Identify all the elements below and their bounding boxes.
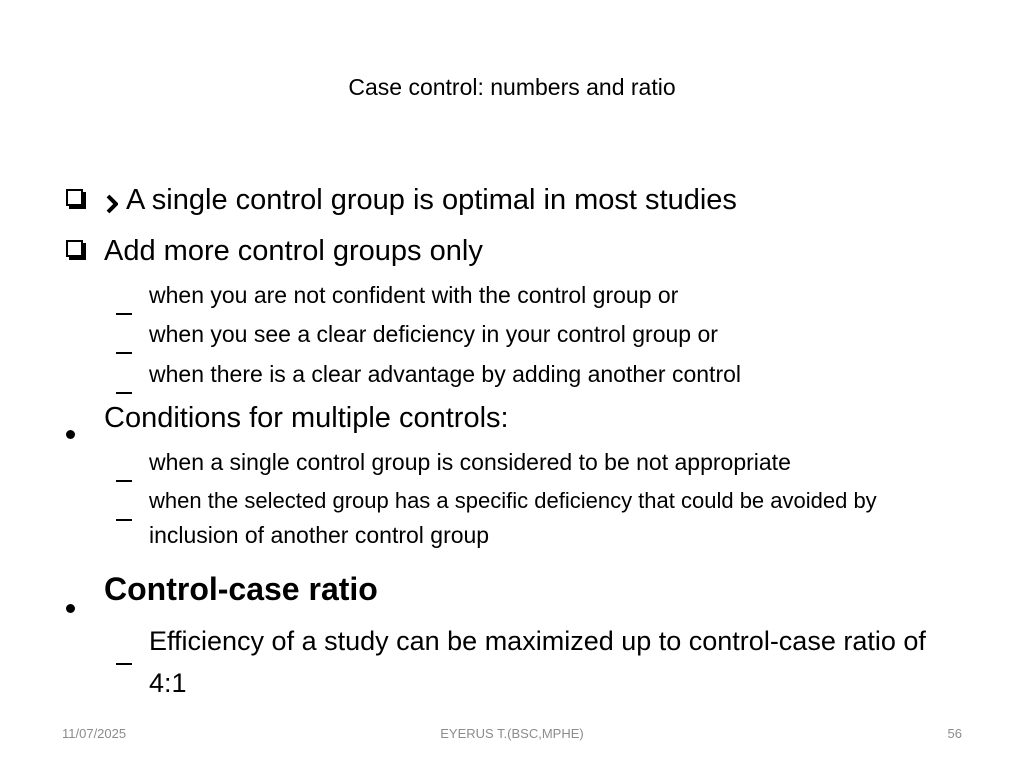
sub-bullet-text: when a single control group is considered to be not appropriate (149, 449, 791, 475)
footer-page-number: 56 (947, 726, 962, 741)
sub-bullet-item (116, 359, 1006, 389)
chevron-right-icon (106, 188, 118, 222)
bullet-item (66, 234, 1006, 268)
dash-marker (116, 371, 132, 401)
bullet-text: Control-case ratio (104, 571, 378, 607)
bullet-dot (66, 583, 75, 621)
bullet-text: Conditions for multiple controls: (104, 402, 509, 434)
bullet-text: A single control group is optimal in most studies (126, 184, 737, 216)
footer-author: EYERUS T.(BSC,MPHE) (440, 726, 584, 741)
bullet-item (66, 570, 1006, 608)
dash-marker (116, 331, 132, 361)
dash-marker (116, 459, 132, 489)
bullet-item (66, 183, 1006, 217)
bullet-text: Add more control groups only (104, 235, 483, 267)
dash-marker (116, 639, 132, 673)
dash-marker (116, 498, 132, 528)
bullet-dot (66, 413, 75, 447)
sub-bullet-item (116, 447, 1006, 477)
dash-marker (116, 292, 132, 322)
checkbox-icon (66, 180, 83, 214)
sub-bullet-item (116, 319, 1006, 349)
sub-bullet-text-continuation: 4:1 (149, 668, 187, 698)
bullet-item (66, 401, 1006, 435)
sub-bullet-text: when you see a clear deficiency in your control group or (149, 321, 718, 347)
checkbox-icon (66, 231, 83, 265)
sub-bullet-item (116, 486, 1006, 550)
sub-bullet-text: when there is a clear advantage by adding another control (149, 361, 742, 387)
footer-date: 11/07/2025 (62, 726, 127, 741)
sub-bullet-item (116, 624, 1006, 700)
sub-bullet-text: when you are not confident with the control group or (149, 282, 679, 308)
slide-title: Case control: numbers and ratio (348, 74, 676, 100)
sub-bullet-text-continuation: inclusion of another control group (149, 522, 490, 548)
sub-bullet-text: when the selected group has a specific deficiency that could be avoided by (149, 488, 877, 513)
sub-bullet-text: Efficiency of a study can be maximized up to control-case ratio of (149, 626, 926, 656)
sub-bullet-item (116, 280, 1006, 310)
